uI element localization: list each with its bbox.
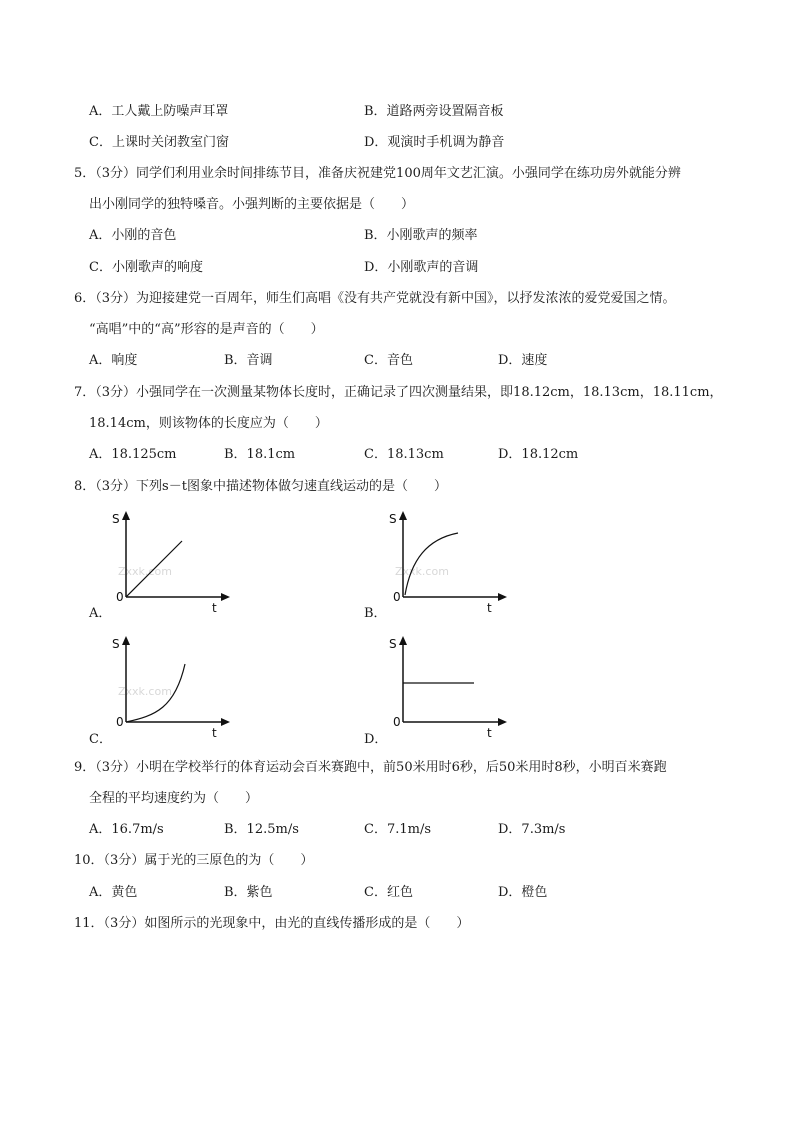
q8-graph-a bbox=[110, 505, 230, 615]
q8-graph-b-label: B． bbox=[364, 606, 387, 621]
q5-option-b: B．小刚歌声的频率 bbox=[364, 228, 478, 243]
q5-option-c: C．小刚歌声的响度 bbox=[89, 260, 203, 275]
x-axis-arrow bbox=[498, 593, 507, 601]
q6-option-c: C．音色 bbox=[364, 353, 413, 368]
q8-graph-c-svg bbox=[110, 630, 230, 740]
x-axis-label: t bbox=[212, 601, 217, 615]
q9-stem-line2: 全程的平均速度约为（ ） bbox=[89, 791, 259, 806]
x-axis-arrow bbox=[498, 718, 507, 726]
q6-option-b: B．音调 bbox=[224, 353, 273, 368]
q10-option-c: C．红色 bbox=[364, 885, 413, 900]
watermark: Zxxk.com bbox=[118, 565, 172, 578]
q5-option-d: D．小刚歌声的音调 bbox=[364, 260, 479, 275]
x-axis-label: t bbox=[212, 726, 217, 740]
q8-graph-d-svg bbox=[387, 630, 507, 740]
q8-graph-c bbox=[110, 630, 230, 740]
q8-stem: 8．（3分）下列s－t图象中描述物体做匀速直线运动的是（ ） bbox=[74, 479, 447, 494]
q4-option-d: D．观演时手机调为静音 bbox=[364, 135, 505, 150]
q5-option-a: A．小刚的音色 bbox=[89, 228, 177, 243]
q9-option-b: B．12.5m/s bbox=[224, 822, 299, 837]
origin-label: 0 bbox=[393, 590, 401, 604]
q10-option-b: B．紫色 bbox=[224, 885, 273, 900]
watermark: Zxxk.com bbox=[395, 565, 449, 578]
q4-option-b: B．道路两旁设置隔音板 bbox=[364, 104, 504, 119]
y-axis-arrow bbox=[122, 511, 130, 520]
origin-label: 0 bbox=[116, 590, 124, 604]
q7-option-b: B．18.1cm bbox=[224, 447, 296, 462]
y-axis-label: S bbox=[389, 512, 397, 526]
y-axis-arrow bbox=[399, 511, 407, 520]
x-axis-label: t bbox=[487, 601, 492, 615]
q7-stem-line1: 7．（3分）小强同学在一次测量某物体长度时，正确记录了四次测量结果，即18.12cm，18.13cm，18.11cm， bbox=[74, 385, 723, 400]
q10-stem: 10．（3分）属于光的三原色的为（ ） bbox=[74, 853, 314, 868]
graph-b-curve bbox=[405, 533, 458, 595]
x-axis-arrow bbox=[221, 718, 230, 726]
q9-option-a: A．16.7m/s bbox=[89, 822, 164, 837]
q8-graph-d-label: D． bbox=[364, 732, 388, 747]
q8-graph-b-svg bbox=[387, 505, 507, 615]
q11-stem: 11．（3分）如图所示的光现象中，由光的直线传播形成的是（ ） bbox=[74, 916, 470, 931]
q8-graph-c-label: C． bbox=[89, 732, 112, 747]
q7-option-d: D．18.12cm bbox=[498, 447, 579, 462]
q8-graph-a-label: A． bbox=[89, 606, 112, 621]
q5-stem-line1: 5．（3分）同学们利用业余时间排练节目，准备庆祝建党100周年文艺汇演。小强同学在练功房外就能分辨 bbox=[74, 166, 681, 181]
origin-label: 0 bbox=[393, 715, 401, 729]
q5-stem-line2: 出小刚同学的独特嗓音。小强判断的主要依据是（ ） bbox=[89, 197, 415, 212]
x-axis-label: t bbox=[487, 726, 492, 740]
origin-label: 0 bbox=[116, 715, 124, 729]
q4-option-c: C．上课时关闭教室门窗 bbox=[89, 135, 229, 150]
y-axis-label: S bbox=[112, 637, 120, 651]
q7-option-c: C．18.13cm bbox=[364, 447, 444, 462]
q6-stem-line2: “高唱”中的“高”形容的是声音的（ ） bbox=[89, 322, 324, 337]
q6-stem-line1: 6．（3分）为迎接建党一百周年，师生们高唱《没有共产党就没有新中国》，以抒发浓浓的爱党爱国之情。 bbox=[74, 291, 676, 306]
y-axis-label: S bbox=[112, 512, 120, 526]
q7-option-a: A．18.125cm bbox=[89, 447, 177, 462]
q10-option-d: D．橙色 bbox=[498, 885, 548, 900]
q9-option-c: C．7.1m/s bbox=[364, 822, 431, 837]
q4-option-a: A．工人戴上防噪声耳罩 bbox=[89, 104, 229, 119]
q10-option-a: A．黄色 bbox=[89, 885, 138, 900]
q6-option-d: D．速度 bbox=[498, 353, 548, 368]
q9-option-d: D．7.3m/s bbox=[498, 822, 566, 837]
q9-stem-line1: 9．（3分）小明在学校举行的体育运动会百米赛跑中，前50米用时6秒，后50米用时8秒，小明百米赛跑 bbox=[74, 760, 667, 775]
q8-graph-a-svg bbox=[110, 505, 230, 615]
q6-option-a: A．响度 bbox=[89, 353, 138, 368]
q7-stem-line2: 18.14cm，则该物体的长度应为（ ） bbox=[89, 416, 328, 431]
watermark: Zxxk.com bbox=[118, 685, 172, 698]
y-axis-arrow bbox=[122, 636, 130, 645]
y-axis-label: S bbox=[389, 637, 397, 651]
q8-graph-d bbox=[387, 630, 507, 740]
y-axis-arrow bbox=[399, 636, 407, 645]
x-axis-arrow bbox=[221, 593, 230, 601]
q8-graph-b bbox=[387, 505, 507, 615]
